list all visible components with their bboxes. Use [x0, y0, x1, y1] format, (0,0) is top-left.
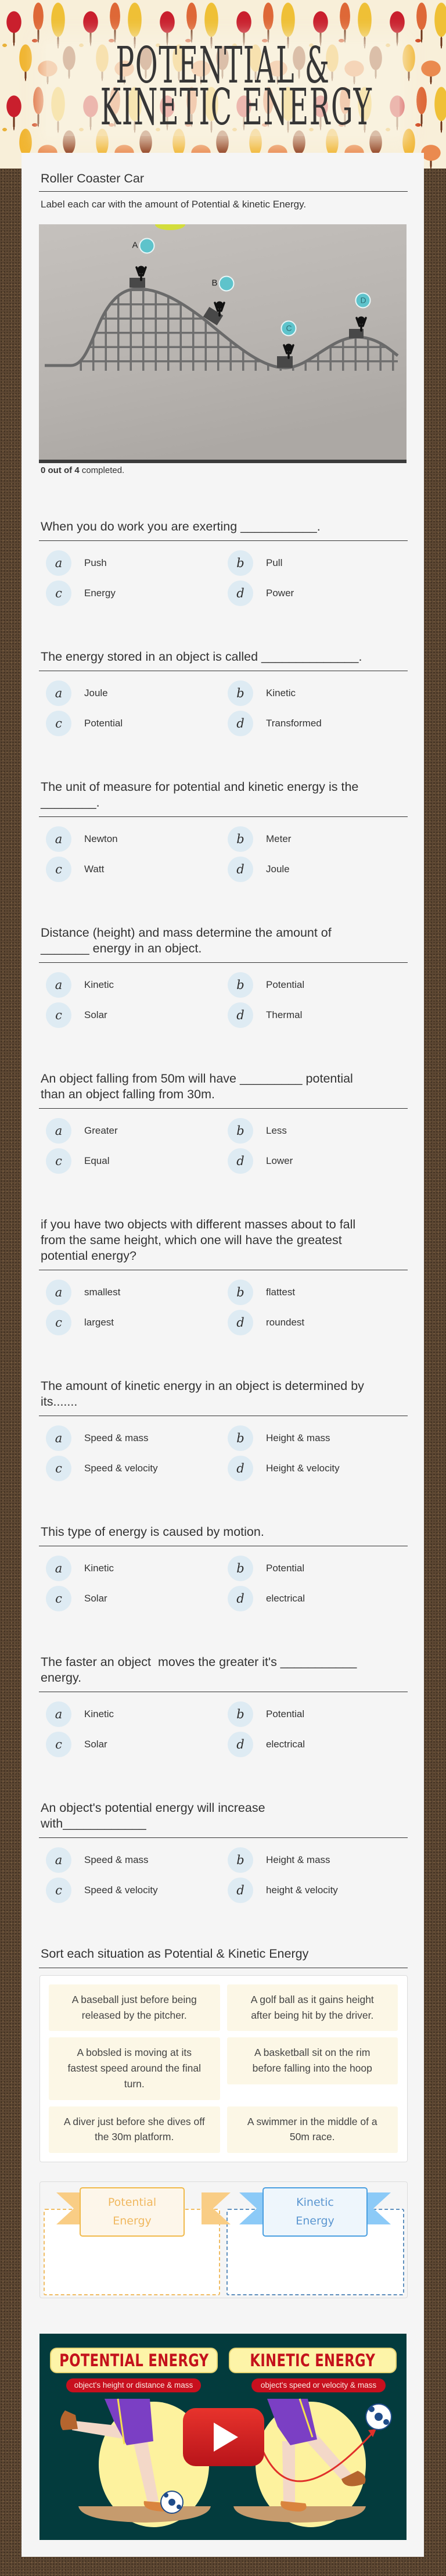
option-label: largest — [84, 1317, 114, 1328]
option-a[interactable] — [41, 1277, 222, 1307]
option-letter-badge: d — [228, 1732, 253, 1757]
option-letter-badge: b — [228, 1701, 253, 1727]
answer-options — [41, 970, 407, 1030]
section-title: Roller Coaster Car — [41, 171, 145, 185]
option-letter-badge: b — [228, 1847, 253, 1873]
progress-suffix: completed. — [79, 465, 125, 475]
option-d[interactable] — [222, 1453, 407, 1484]
option-b[interactable] — [222, 1845, 407, 1875]
option-d[interactable] — [222, 1307, 407, 1338]
question-3 — [41, 779, 407, 884]
option-a[interactable] — [41, 824, 222, 854]
option-letter-badge: d — [228, 1310, 253, 1335]
question-1 — [41, 519, 407, 608]
sort-item-swimmer[interactable]: A swimmer in the middle of a 50m race. — [227, 2106, 398, 2153]
category-label: Potential Energy — [107, 2196, 157, 2228]
divider — [39, 962, 408, 963]
option-b[interactable] — [222, 1277, 407, 1307]
option-letter-badge: b — [228, 550, 253, 576]
option-label: Push — [84, 557, 107, 568]
option-letter-badge: a — [46, 1556, 71, 1581]
answer-options — [41, 1699, 407, 1760]
option-label: electrical — [266, 1739, 305, 1750]
option-letter-badge: c — [46, 1310, 71, 1335]
option-letter-badge: b — [228, 972, 253, 998]
option-label: Solar — [84, 1009, 107, 1020]
option-letter-badge: b — [228, 1425, 253, 1451]
sort-title: Sort each situation as Potential & Kinetic Energy — [41, 1947, 309, 1961]
sort-categories — [39, 2181, 408, 2298]
worksheet-card — [21, 153, 424, 2557]
question-7 — [41, 1378, 407, 1484]
option-c[interactable] — [41, 578, 222, 608]
question-text: The faster an object moves the greater it's ___________ energy. — [41, 1655, 361, 1685]
option-letter-badge: d — [228, 581, 253, 606]
option-b[interactable] — [222, 824, 407, 854]
potential-energy-header — [80, 2187, 185, 2237]
option-letter-badge: c — [46, 1456, 71, 1481]
option-d[interactable] — [222, 578, 407, 608]
option-letter-badge: b — [228, 826, 253, 852]
option-letter-badge: a — [46, 826, 71, 852]
option-a[interactable] — [41, 1116, 222, 1146]
option-label: Speed & velocity — [84, 1463, 158, 1474]
option-letter-badge: c — [46, 857, 71, 882]
hotspot-label: C — [286, 323, 292, 333]
option-letter-badge: c — [46, 1878, 71, 1903]
option-a[interactable] — [41, 1423, 222, 1453]
option-letter-badge: a — [46, 1701, 71, 1727]
hotspot-label: A — [132, 240, 138, 250]
sort-item-diver[interactable]: A diver just before she dives off the 30m platform. — [49, 2106, 220, 2153]
option-b[interactable] — [222, 1423, 407, 1453]
answer-options — [41, 1116, 407, 1176]
option-d[interactable] — [222, 1583, 407, 1614]
question-text: if you have two objects with different masses about to fall from the same height, which one will have the greatest potential energy? — [41, 1217, 359, 1263]
video-left-title: POTENTIAL ENERGY — [50, 2348, 218, 2373]
kinetic-energy-header — [262, 2187, 368, 2237]
question-text: An object's potential energy will increase with____________ — [41, 1801, 269, 1830]
option-label: Potential — [266, 1563, 305, 1574]
option-letter-badge: a — [46, 550, 71, 576]
youtube-play-icon — [214, 2423, 238, 2452]
option-label: smallest — [84, 1287, 121, 1298]
question-text: The amount of kinetic energy in an object is determined by its....... — [41, 1379, 368, 1409]
sort-item-golf-ball[interactable]: A golf ball as it gains height after being hit by the driver. — [227, 1984, 398, 2031]
option-label: Solar — [84, 1593, 107, 1604]
option-letter-badge: d — [228, 1878, 253, 1903]
option-label: roundest — [266, 1317, 305, 1328]
option-letter-badge: a — [46, 1425, 71, 1451]
question-10 — [41, 1800, 407, 1905]
answer-options — [41, 678, 407, 739]
roller-coaster-image — [39, 224, 407, 463]
option-letter-badge: b — [228, 1556, 253, 1581]
option-c[interactable] — [41, 1875, 222, 1905]
option-label: Kinetic — [84, 979, 114, 990]
option-label: Potential — [84, 718, 123, 729]
hotspot-a[interactable] — [132, 238, 155, 254]
option-letter-badge: b — [228, 680, 253, 706]
progress-status — [41, 465, 407, 476]
option-label: Solar — [84, 1739, 107, 1750]
hotspot-d[interactable] — [355, 293, 371, 309]
option-letter-badge: c — [46, 1586, 71, 1611]
answer-options — [41, 1423, 407, 1484]
option-label: Thermal — [266, 1009, 303, 1020]
answer-options — [41, 548, 407, 608]
question-text: Distance (height) and mass determine the amount of _______ energy in an object. — [41, 926, 335, 955]
progress-count: 0 out of 4 — [41, 465, 80, 475]
option-letter-badge: d — [228, 857, 253, 882]
option-letter-badge: a — [46, 1118, 71, 1144]
option-letter-badge: d — [228, 1586, 253, 1611]
question-text: The unit of measure for potential and kinetic energy is the ________. — [41, 780, 362, 809]
category-label: Kinetic Energy — [296, 2196, 334, 2228]
option-letter-badge: c — [46, 711, 71, 736]
option-letter-badge: b — [228, 1280, 253, 1305]
option-b[interactable] — [222, 548, 407, 578]
option-c[interactable] — [41, 1453, 222, 1484]
option-b[interactable] — [222, 970, 407, 1000]
option-label: Power — [266, 587, 294, 599]
header-banner — [0, 0, 446, 169]
question-list — [41, 519, 407, 1905]
option-a[interactable] — [41, 970, 222, 1000]
option-label: Potential — [266, 1708, 305, 1719]
option-letter-badge: a — [46, 972, 71, 998]
sort-item-baseball[interactable]: A baseball just before being released by the pitcher. — [49, 1984, 220, 2031]
option-label: Kinetic — [84, 1563, 114, 1574]
option-letter-badge: b — [228, 1118, 253, 1144]
option-label: Height & velocity — [266, 1463, 340, 1474]
question-2 — [41, 649, 407, 739]
roller-coaster-illustration — [39, 224, 407, 463]
question-8 — [41, 1524, 407, 1614]
option-label: Speed & velocity — [84, 1884, 158, 1896]
divider — [39, 1837, 408, 1838]
option-label: Newton — [84, 833, 118, 844]
video-right-subtitle: object's speed or velocity & mass — [251, 2378, 386, 2392]
option-letter-badge: c — [46, 1148, 71, 1174]
divider — [39, 1108, 408, 1109]
option-d[interactable] — [222, 708, 407, 739]
option-label: Kinetic — [84, 1708, 114, 1719]
option-letter-badge: d — [228, 1148, 253, 1174]
option-label: Meter — [266, 833, 292, 844]
option-label: flattest — [266, 1287, 296, 1298]
question-text: An object falling from 50m will have _________ potential than an object falling from 30m. — [41, 1072, 357, 1101]
option-d[interactable] — [222, 1000, 407, 1030]
option-b[interactable] — [222, 1116, 407, 1146]
video-embed[interactable] — [39, 2334, 407, 2540]
option-letter-badge: a — [46, 1847, 71, 1873]
option-label: Energy — [84, 587, 116, 599]
option-c[interactable] — [41, 708, 222, 739]
option-label: height & velocity — [266, 1884, 338, 1896]
option-letter-badge: d — [228, 711, 253, 736]
option-label: Potential — [266, 979, 305, 990]
sort-item-bobsled[interactable]: A bobsled is moving at its fastest speed around the final turn. — [49, 2037, 220, 2100]
option-label: Greater — [84, 1125, 118, 1136]
option-c[interactable] — [41, 1729, 222, 1760]
option-a[interactable] — [41, 678, 222, 708]
option-letter-badge: d — [228, 1002, 253, 1028]
option-a[interactable] — [41, 1845, 222, 1875]
option-c[interactable] — [41, 854, 222, 884]
divider — [39, 191, 408, 192]
answer-options — [41, 1277, 407, 1338]
option-d[interactable] — [222, 1875, 407, 1905]
option-c[interactable] — [41, 1307, 222, 1338]
question-text: This type of energy is caused by motion. — [41, 1525, 264, 1539]
option-label: Lower — [266, 1155, 293, 1166]
video-play-button[interactable] — [183, 2408, 264, 2466]
option-c[interactable] — [41, 1146, 222, 1176]
option-label: electrical — [266, 1593, 305, 1604]
option-label: Watt — [84, 864, 105, 875]
option-label: Pull — [266, 557, 283, 568]
question-6 — [41, 1217, 407, 1338]
option-letter-badge: c — [46, 581, 71, 606]
question-5 — [41, 1071, 407, 1176]
hotspot-label: D — [360, 295, 366, 305]
option-a[interactable] — [41, 1699, 222, 1729]
option-a[interactable] — [41, 548, 222, 578]
question-text: The energy stored in an object is called ______________. — [41, 650, 362, 664]
answer-options — [41, 1553, 407, 1614]
video-left-subtitle: object's height or distance & mass — [66, 2378, 201, 2392]
option-letter-badge: a — [46, 680, 71, 706]
option-label: Joule — [266, 864, 290, 875]
option-label: Height & mass — [266, 1854, 330, 1865]
option-letter-badge: a — [46, 1280, 71, 1305]
video-right-title: KINETIC ENERGY — [229, 2348, 397, 2373]
page-title-line-2: KINETIC ENERGY — [100, 78, 373, 137]
option-c[interactable] — [41, 1000, 222, 1030]
answer-options — [41, 824, 407, 884]
divider — [39, 816, 408, 817]
question-4 — [41, 925, 407, 1030]
option-label: Height & mass — [266, 1432, 330, 1443]
hotspot-c[interactable] — [281, 321, 297, 336]
option-d[interactable] — [222, 854, 407, 884]
hotspot-label: B — [211, 278, 218, 288]
option-d[interactable] — [222, 1729, 407, 1760]
page-title — [0, 37, 446, 137]
option-label: Joule — [84, 687, 108, 698]
hotspot-b[interactable] — [211, 276, 235, 292]
question-text: When you do work you are exerting ___________. — [41, 520, 321, 533]
option-letter-badge: c — [46, 1732, 71, 1757]
sort-item-basketball[interactable]: A basketball sit on the rim before falling into the hoop — [227, 2037, 398, 2084]
option-a[interactable] — [41, 1553, 222, 1583]
instruction-text: Label each car with the amount of Potential & kinetic Energy. — [41, 199, 307, 210]
option-label: Speed & mass — [84, 1854, 149, 1865]
option-label: Transformed — [266, 718, 322, 729]
option-d[interactable] — [222, 1146, 407, 1176]
divider — [39, 540, 408, 541]
page-title-line-1: POTENTIAL & — [116, 37, 330, 95]
option-label: Speed & mass — [84, 1432, 149, 1443]
option-letter-badge: c — [46, 1002, 71, 1028]
option-b[interactable] — [222, 678, 407, 708]
option-label: Less — [266, 1125, 287, 1136]
option-b[interactable] — [222, 1699, 407, 1729]
sort-items-pool — [39, 1975, 408, 2162]
question-9 — [41, 1654, 407, 1760]
answer-options — [41, 1845, 407, 1905]
option-letter-badge: d — [228, 1456, 253, 1481]
sort-activity — [41, 1946, 407, 2298]
option-label: Kinetic — [266, 687, 296, 698]
option-c[interactable] — [41, 1583, 222, 1614]
option-label: Equal — [84, 1155, 110, 1166]
option-b[interactable] — [222, 1553, 407, 1583]
